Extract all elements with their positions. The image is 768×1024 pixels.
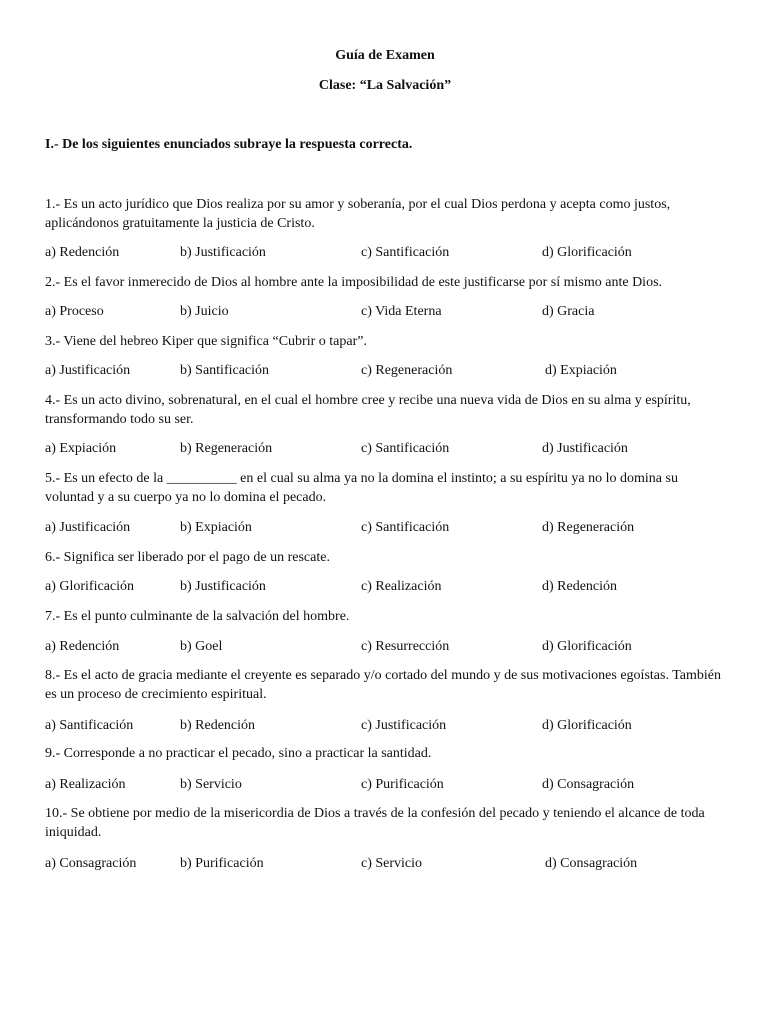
answer-option[interactable]: d) Glorificación — [542, 245, 632, 260]
answer-option[interactable]: c) Resurrección — [361, 639, 450, 654]
answer-option[interactable]: d) Gracia — [542, 304, 595, 319]
answer-option[interactable]: a) Expiación — [45, 441, 117, 456]
answer-option[interactable]: a) Redención — [45, 639, 120, 654]
answer-options — [45, 716, 725, 735]
answer-options — [45, 439, 725, 458]
document-subtitle: Clase: “La Salvación” — [318, 78, 452, 93]
answer-option[interactable]: d) Redención — [542, 579, 618, 594]
answer-option[interactable]: a) Redención — [45, 245, 120, 260]
answer-option[interactable]: b) Purificación — [180, 856, 264, 871]
answer-option[interactable]: c) Realización — [361, 579, 442, 594]
question-text: 5.- Es un efecto de la __________ en el cual su alma ya no la domina el instinto; a su espíritu ya no lo domina su voluntad y a su cuerpo ya no lo domina el pecado. — [45, 471, 678, 505]
question-text: 10.- Se obtiene por medio de la misericordia de Dios a través de la confesión del pecado y teniendo el alcance de toda iniquidad. — [45, 806, 705, 840]
answer-option[interactable]: b) Servicio — [180, 777, 242, 792]
question-text: 3.- Viene del hebreo Kiper que significa “Cubrir o tapar”. — [45, 334, 367, 349]
answer-option[interactable]: a) Justificación — [45, 363, 131, 378]
answer-option[interactable]: c) Purificación — [361, 777, 444, 792]
answer-option[interactable]: d) Regeneración — [542, 520, 635, 535]
answer-option[interactable]: d) Glorificación — [542, 718, 632, 733]
document-title: Guía de Examen — [335, 48, 435, 63]
answer-option[interactable]: a) Glorificación — [45, 579, 135, 594]
answer-options — [45, 361, 725, 380]
question-text: 6.- Significa ser liberado por el pago de un rescate. — [45, 550, 330, 565]
question-text: 1.- Es un acto jurídico que Dios realiza por su amor y soberanía, por el cual Dios perdona y acepta como justos, aplicándonos gratuitamente la justicia de Cristo. — [45, 197, 671, 231]
answer-option[interactable]: d) Consagración — [545, 856, 638, 871]
answer-option[interactable]: d) Expiación — [545, 363, 617, 378]
section-instruction: I.- De los siguientes enunciados subraye la respuesta correcta. — [45, 137, 413, 152]
answer-option[interactable]: c) Regeneración — [361, 363, 453, 378]
answer-option[interactable]: b) Goel — [180, 639, 223, 654]
answer-option[interactable]: d) Glorificación — [542, 639, 632, 654]
question-text: 8.- Es el acto de gracia mediante el creyente es separado y/o cortado del mundo y de sus motivaciones egoístas. También es un proceso de crecimiento espiritual. — [45, 668, 721, 702]
answer-option[interactable]: b) Justificación — [180, 245, 266, 260]
answer-option[interactable]: b) Justificación — [180, 579, 266, 594]
answer-option[interactable]: c) Santificación — [361, 520, 450, 535]
answer-options — [45, 302, 725, 321]
answer-option[interactable]: d) Consagración — [542, 777, 635, 792]
question-text: 7.- Es el punto culminante de la salvación del hombre. — [45, 609, 350, 624]
answer-options — [45, 243, 725, 262]
answer-options — [45, 854, 725, 873]
answer-option[interactable]: a) Proceso — [45, 304, 104, 319]
answer-option[interactable]: d) Justificación — [542, 441, 628, 456]
answer-option[interactable]: c) Vida Eterna — [361, 304, 442, 319]
answer-options — [45, 637, 725, 656]
answer-options — [45, 775, 725, 794]
answer-option[interactable]: a) Santificación — [45, 718, 134, 733]
answer-option[interactable]: b) Redención — [180, 718, 256, 733]
answer-option[interactable]: c) Santificación — [361, 245, 450, 260]
answer-option[interactable]: c) Santificación — [361, 441, 450, 456]
answer-option[interactable]: a) Justificación — [45, 520, 131, 535]
answer-option[interactable]: b) Expiación — [180, 520, 252, 535]
answer-options — [45, 518, 725, 537]
answer-option[interactable]: b) Regeneración — [180, 441, 273, 456]
answer-option[interactable]: a) Realización — [45, 777, 126, 792]
question-text: 9.- Corresponde a no practicar el pecado, sino a practicar la santidad. — [45, 746, 432, 761]
question-text: 2.- Es el favor inmerecido de Dios al hombre ante la imposibilidad de este justificarse por sí mismo ante Dios. — [45, 275, 663, 290]
answer-options — [45, 577, 725, 596]
answer-option[interactable]: c) Servicio — [361, 856, 423, 871]
answer-option[interactable]: a) Consagración — [45, 856, 137, 871]
question-text: 4.- Es un acto divino, sobrenatural, en el cual el hombre cree y recibe una nueva vida de Dios en su alma y espíritu, transformando todo su ser. — [45, 393, 691, 427]
answer-option[interactable]: b) Santificación — [180, 363, 270, 378]
answer-option[interactable]: c) Justificación — [361, 718, 447, 733]
answer-option[interactable]: b) Juicio — [180, 304, 229, 319]
